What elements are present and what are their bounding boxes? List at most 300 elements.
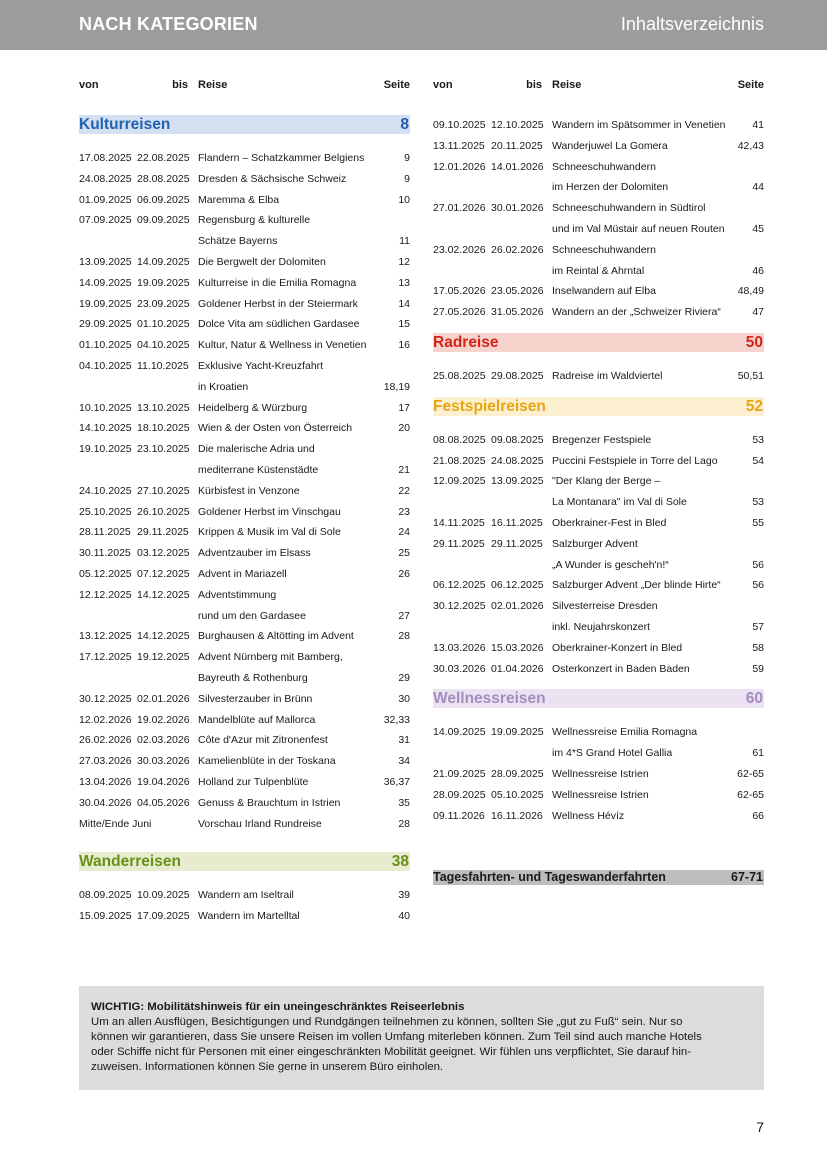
header-seite: Seite [383, 79, 410, 91]
cell-reise: Salzburger Advent [552, 537, 638, 550]
table-row [79, 522, 410, 543]
table-row [79, 335, 410, 356]
cell-seite: 50,51 [737, 369, 764, 382]
cell-reise: Holland zur Tulpenblüte [198, 775, 309, 788]
cell-seite: 62-65 [737, 767, 764, 780]
cell-bis: 14.12.2025 [137, 588, 190, 601]
cell-von: 30.03.2026 [433, 662, 486, 675]
cell-bis: 14.09.2025 [137, 255, 190, 268]
cell-reise: Oberkrainer-Konzert in Bled [552, 641, 683, 654]
cell-seite: 45 [752, 222, 764, 235]
cell-reise: Wellnessreise Istrien [552, 788, 649, 801]
cell-seite: 48,49 [737, 285, 764, 298]
table-row [79, 252, 410, 273]
page-number: 7 [756, 1119, 764, 1135]
cell-seite: 23 [398, 505, 410, 518]
cell-reise: Bregenzer Festspiele [552, 433, 652, 446]
table-row [79, 418, 410, 439]
category-title: Kulturreisen [79, 116, 171, 133]
notice-line: zuweisen. Informationen können Sie gerne in unserem Büro einholen. [91, 1061, 444, 1073]
table-row [433, 261, 764, 282]
cell-von: 27.03.2026 [79, 755, 132, 768]
header-reise: Reise [552, 79, 582, 91]
cell-reise: Die Bergwelt der Dolomiten [198, 255, 326, 268]
cell-reise: Wandern an der „Schweizer Riviera“ [552, 306, 721, 319]
table-row [433, 198, 764, 219]
cell-seite [726, 596, 764, 617]
table-row [433, 240, 764, 261]
table-row [79, 356, 410, 377]
cell-von: 29.11.2025 [433, 537, 485, 550]
cell-reise: Salzburger Advent „Der blinde Hirte“ [552, 579, 721, 592]
cell-reise: Krippen & Musik im Val di Sole [198, 526, 341, 539]
cell-von: 05.12.2025 [79, 567, 132, 580]
table-row [433, 451, 764, 472]
table-row [79, 377, 410, 398]
cell-reise: Oberkrainer-Fest in Bled [552, 516, 667, 529]
table-row [79, 668, 410, 689]
category-block [433, 323, 764, 366]
cell-seite: 10 [398, 193, 410, 206]
cell-seite [726, 198, 764, 219]
table-row [79, 148, 410, 169]
table-row [433, 596, 764, 617]
table-row [433, 219, 764, 240]
cell-von: 17.12.2025 [79, 651, 132, 664]
cell-reise: mediterrane Küstenstädte [198, 463, 319, 476]
cell-reise: Advent Nürnberg mit Bamberg, [198, 651, 343, 664]
cell-seite [372, 647, 410, 668]
cell-bis: 30.03.2026 [137, 755, 190, 768]
cell-von: 12.01.2026 [433, 160, 486, 173]
cell-reise: Heidelberg & Würzburg [198, 401, 308, 414]
cell-bis [137, 668, 198, 689]
cell-seite: 42,43 [737, 139, 764, 152]
cell-seite: 32,33 [383, 713, 410, 726]
cell-seite: 41 [752, 119, 764, 131]
cell-bis: 14.01.2026 [491, 160, 544, 173]
table-row [433, 115, 764, 136]
header-reise: Reise [198, 79, 228, 91]
cell-von: 19.10.2025 [79, 443, 132, 456]
table-row [433, 430, 764, 451]
cell-bis: 05.10.2025 [491, 788, 544, 801]
cell-bis: 27.10.2025 [137, 484, 190, 497]
category-page: 67-71 [731, 870, 763, 885]
cell-bis: 01.04.2026 [491, 662, 544, 675]
category-title: Wanderreisen [79, 853, 181, 871]
cell-reise: rund um den Gardasee [198, 609, 306, 622]
cell-bis: 19.02.2026 [137, 713, 190, 726]
cell-seite: 18,19 [383, 380, 410, 393]
cell-von: 12.09.2025 [433, 475, 486, 488]
header-bis: bis [172, 79, 188, 91]
table-row [79, 730, 410, 751]
cell-seite [726, 157, 764, 178]
cell-reise: im 4*S Grand Hotel Gallia [552, 747, 673, 760]
cell-von: 13.12.2025 [79, 630, 132, 643]
cell-von [433, 177, 491, 198]
column-header [433, 75, 764, 95]
cell-von: 14.09.2025 [433, 726, 486, 739]
cell-reise: Wellnessreise Emilia Romagna [552, 726, 698, 739]
cell-bis: 28.08.2025 [137, 172, 190, 185]
cell-von: 13.03.2026 [433, 641, 486, 654]
cell-von [433, 743, 491, 764]
document-title: Inhaltsverzeichnis [620, 14, 764, 34]
section-title: NACH KATEGORIEN [79, 14, 258, 34]
mobility-notice [79, 986, 764, 1090]
table-row [433, 513, 764, 534]
cell-reise: Advent in Mariazell [198, 567, 287, 580]
category-page: 60 [745, 690, 763, 708]
cell-seite: 39 [398, 889, 410, 902]
cell-von: 13.04.2026 [79, 775, 132, 788]
category-page: 38 [391, 853, 409, 871]
cell-von: 29.09.2025 [79, 318, 132, 331]
cell-reise: Exklusive Yacht-Kreuzfahrt [198, 359, 324, 372]
cell-bis [137, 606, 198, 627]
cell-reise: in Kroatien [198, 380, 249, 393]
table-row [433, 492, 764, 513]
cell-reise: Wandern am Iseltrail [198, 889, 294, 902]
cell-von: 14.09.2025 [79, 276, 132, 289]
cell-von: 17.05.2026 [433, 285, 486, 298]
cell-seite: 35 [398, 796, 410, 809]
cell-seite: 14 [398, 297, 410, 310]
cell-seite: 53 [752, 496, 764, 509]
notice-line: oder Schiffe nicht für Personen mit einer eingeschränkten Mobilität geeignet. Wir fühlen uns verpflichtet, Sie darauf hin- [91, 1046, 692, 1058]
cell-von: 30.12.2025 [79, 692, 132, 705]
cell-von: 14.11.2025 [433, 516, 485, 529]
cell-bis: 02.01.2026 [137, 692, 190, 705]
header-bar [0, 0, 827, 50]
cell-reise: Wien & der Osten von Österreich [198, 422, 353, 435]
cell-seite [726, 471, 764, 492]
cell-von [433, 261, 491, 282]
header-seite: Seite [737, 79, 764, 91]
cell-von [79, 231, 137, 252]
cell-von [433, 555, 491, 576]
cell-reise: Adventstimmung [198, 588, 277, 601]
cell-bis [491, 555, 552, 576]
cell-von: 26.02.2026 [79, 734, 132, 747]
cell-seite: 31 [398, 734, 410, 747]
cell-reise: Wandern im Spätsommer in Venetien [552, 119, 726, 131]
cell-seite: 30 [398, 692, 410, 705]
cell-reise: „A Wunder is gescheh'n!“ [552, 558, 669, 571]
cell-bis: 24.08.2025 [491, 454, 544, 467]
cell-bis: 19.12.2025 [137, 651, 190, 664]
cell-bis [137, 460, 198, 481]
cell-seite: 56 [752, 579, 764, 592]
cell-bis: 19.04.2026 [137, 775, 190, 788]
table-row [79, 460, 410, 481]
cell-bis: 04.10.2025 [137, 339, 190, 352]
cell-seite: 34 [398, 755, 410, 768]
cell-reise: im Herzen der Dolomiten [552, 181, 669, 194]
category-heading [433, 397, 764, 416]
cell-reise: Côte d'Azur mit Zitronenfest [198, 734, 328, 747]
cell-seite [726, 722, 764, 743]
cell-reise: "Der Klang der Berge – [552, 475, 661, 488]
cell-seite: 58 [752, 641, 764, 654]
cell-bis: 04.05.2026 [137, 796, 190, 809]
cell-von: 04.10.2025 [79, 359, 132, 372]
cell-reise: Wandern im Martelltal [198, 910, 300, 923]
cell-reise: Mandelblüte auf Mallorca [198, 713, 316, 726]
cell-reise: Dolce Vita am südlichen Gardasee [198, 318, 360, 331]
cell-seite: 15 [398, 318, 410, 331]
table-row [79, 231, 410, 252]
table-row [79, 751, 410, 772]
cell-seite [726, 534, 764, 555]
cell-reise: Genuss & Brauchtum in Istrien [198, 796, 341, 809]
cell-seite: 26 [398, 567, 410, 580]
cell-reise: Kultur, Natur & Wellness in Venetien [198, 339, 367, 352]
cell-seite: 21 [398, 463, 410, 476]
cell-seite: 57 [752, 620, 764, 633]
cell-von: 13.09.2025 [79, 255, 132, 268]
category-title: Festspielreisen [433, 397, 546, 415]
category-page: 52 [745, 397, 763, 415]
cell-reise: Silvesterreise Dresden [552, 600, 658, 613]
category-heading [433, 333, 764, 352]
cell-von: 10.10.2025 [79, 401, 132, 414]
notice-line: Um an allen Ausflügen, Besichtigungen und Rundgängen teilnehmen zu können, sollten Sie „gut zu Fuß“ sein. Nur so [91, 1016, 683, 1028]
cell-von: 01.10.2025 [79, 339, 132, 352]
table-row [433, 722, 764, 743]
table-row [79, 294, 410, 315]
table-row [79, 814, 410, 835]
cell-reise: Flandern – Schatzkammer Belgiens [198, 152, 365, 164]
right-column [433, 75, 764, 899]
cell-seite: 29 [398, 671, 410, 684]
cell-bis: 16.11.2025 [491, 516, 543, 529]
cell-seite: 9 [404, 152, 410, 164]
cell-bis: 15.03.2026 [491, 641, 544, 654]
column-header [79, 75, 410, 95]
table-row [433, 534, 764, 555]
cell-seite: 22 [398, 484, 410, 497]
cell-von: 08.09.2025 [79, 889, 132, 902]
cell-reise: Wellnessreise Istrien [552, 767, 649, 780]
table-row [79, 543, 410, 564]
cell-reise: Goldener Herbst in der Steiermark [198, 297, 358, 310]
cell-von: 12.02.2026 [79, 713, 132, 726]
cell-bis [491, 617, 552, 638]
table-row [433, 743, 764, 764]
header-von: von [79, 79, 99, 91]
cell-bis: 11.10.2025 [137, 359, 189, 372]
cell-bis [491, 261, 552, 282]
cell-reise: Regensburg & kulturelle [198, 214, 311, 227]
table-row [79, 647, 410, 668]
category-heading [433, 870, 764, 885]
cell-bis: 02.01.2026 [491, 600, 544, 613]
cell-seite: 36,37 [383, 775, 410, 788]
category-heading [79, 852, 410, 871]
table-row [79, 885, 410, 906]
category-page: 50 [745, 333, 763, 351]
cell-reise: Schätze Bayerns [198, 235, 278, 248]
cell-reise: La Montanara" im Val di Sole [552, 496, 687, 509]
table-row [79, 626, 410, 647]
cell-von: 30.12.2025 [433, 600, 486, 613]
cell-seite: 62-65 [737, 788, 764, 801]
category-title: Wellnessreisen [433, 690, 546, 708]
cell-bis: 23.09.2025 [137, 297, 190, 310]
table-row [433, 136, 764, 157]
cell-bis: 01.10.2025 [137, 318, 190, 331]
cell-bis: 29.11.2025 [137, 526, 189, 539]
spacer [433, 95, 764, 115]
category-title: Tagesfahrten- und Tageswanderfahrten [433, 870, 666, 885]
cell-reise: Puccini Festspiele in Torre del Lago [552, 454, 718, 467]
cell-von: 13.11.2025 [433, 139, 485, 152]
table-row [433, 555, 764, 576]
cell-bis: 03.12.2025 [137, 547, 190, 560]
table-row [433, 157, 764, 178]
cell-von: 21.09.2025 [433, 767, 486, 780]
cell-bis: 06.09.2025 [137, 193, 190, 206]
cell-von [79, 377, 137, 398]
table-row [79, 710, 410, 731]
table-row [433, 764, 764, 785]
table-row [79, 502, 410, 523]
cell-seite: 56 [752, 558, 764, 571]
cell-von: 25.10.2025 [79, 505, 132, 518]
cell-bis: 26.02.2026 [491, 243, 544, 256]
cell-reise: Radreise im Waldviertel [552, 369, 663, 382]
header-von: von [433, 79, 453, 91]
cell-von: 24.10.2025 [79, 484, 132, 497]
cell-reise: Goldener Herbst im Vinschgau [198, 505, 341, 518]
cell-reise: Burghausen & Altötting im Advent [198, 630, 354, 643]
category-title: Radreise [433, 333, 499, 351]
table-row [433, 617, 764, 638]
cell-seite: 59 [752, 662, 764, 675]
table-row [79, 169, 410, 190]
cell-von: 07.09.2025 [79, 214, 132, 227]
table-row [433, 659, 764, 680]
cell-seite: 28 [398, 630, 410, 643]
cell-reise: und im Val Müstair auf neuen Routen [552, 222, 725, 235]
cell-bis: 18.10.2025 [137, 422, 190, 435]
table-row [79, 273, 410, 294]
cell-bis [491, 219, 552, 240]
cell-bis [491, 743, 552, 764]
cell-seite: 13 [398, 276, 410, 289]
table-row [433, 366, 764, 387]
cell-seite [372, 439, 410, 460]
category-block [433, 826, 764, 899]
cell-seite: 24 [398, 526, 410, 539]
cell-bis [491, 492, 552, 513]
cell-von: 30.04.2026 [79, 796, 132, 809]
cell-bis: 29.08.2025 [491, 369, 544, 382]
table-row [79, 314, 410, 335]
cell-bis: 31.05.2026 [491, 306, 544, 319]
cell-seite: 9 [404, 172, 410, 185]
cell-von: 19.09.2025 [79, 297, 132, 310]
cell-von: 27.01.2026 [433, 202, 486, 215]
cell-seite: 66 [752, 809, 764, 822]
cell-von: 01.09.2025 [79, 193, 132, 206]
cell-von: 23.02.2026 [433, 243, 486, 256]
category-page: 8 [400, 116, 409, 133]
cell-reise: Osterkonzert in Baden Baden [552, 662, 690, 675]
cell-von: 12.12.2025 [79, 588, 132, 601]
table-row [79, 190, 410, 211]
cell-bis [137, 231, 198, 252]
table-row [79, 772, 410, 793]
cell-reise: Silvesterzauber in Brünn [198, 692, 313, 705]
cell-bis: 22.08.2025 [137, 152, 190, 164]
cell-bis: 28.09.2025 [491, 767, 544, 780]
cell-bis [137, 377, 198, 398]
cell-bis: 10.09.2025 [137, 889, 190, 902]
header-bis: bis [526, 79, 542, 91]
cell-seite: 20 [398, 422, 410, 435]
cell-reise: Schneeschuhwandern [552, 243, 656, 256]
category-block [433, 679, 764, 722]
table-row [433, 177, 764, 198]
table-row [433, 575, 764, 596]
cell-von: 28.09.2025 [433, 788, 486, 801]
cell-seite: 40 [398, 910, 410, 923]
table-row [79, 398, 410, 419]
cell-bis: 19.09.2025 [137, 276, 190, 289]
cell-reise: im Reintal & Ahrntal [552, 264, 645, 277]
cell-von: 14.10.2025 [79, 422, 132, 435]
cell-bis: 16.11.2026 [491, 809, 543, 822]
cell-seite: 46 [752, 264, 764, 277]
cell-bis: 23.05.2026 [491, 285, 544, 298]
cell-reise: Dresden & Sächsische Schweiz [198, 172, 347, 185]
category-heading [433, 689, 764, 708]
cell-bis: 06.12.2025 [491, 579, 544, 592]
cell-reise: Wellness Hévíz [552, 809, 625, 822]
table-row [79, 793, 410, 814]
table-row [79, 689, 410, 710]
cell-reise: Adventzauber im Elsass [198, 547, 311, 560]
cell-bis: 30.01.2026 [491, 202, 544, 215]
cell-reise: Inselwandern auf Elba [552, 285, 656, 298]
cell-reise: Kulturreise in die Emilia Romagna [198, 276, 357, 289]
cell-seite: 61 [752, 747, 764, 760]
cell-bis: 26.10.2025 [137, 505, 190, 518]
cell-von: 30.11.2025 [79, 547, 131, 560]
cell-von [79, 668, 137, 689]
cell-von: 17.08.2025 [79, 152, 132, 164]
table-row [79, 564, 410, 585]
cell-von [79, 460, 137, 481]
cell-seite [372, 356, 410, 377]
cell-seite: 53 [752, 433, 764, 446]
cell-bis: 17.09.2025 [137, 910, 190, 923]
cell-von: 08.08.2025 [433, 433, 486, 446]
category-block [433, 387, 764, 430]
cell-von: 09.10.2025 [433, 119, 486, 131]
cell-von: 06.12.2025 [433, 579, 486, 592]
table-row [79, 210, 410, 231]
cell-seite: 27 [398, 609, 410, 622]
category-heading [79, 115, 410, 134]
cell-seite: 44 [752, 181, 764, 194]
cell-von: Mitte/Ende Juni [79, 817, 152, 830]
cell-seite [372, 585, 410, 606]
